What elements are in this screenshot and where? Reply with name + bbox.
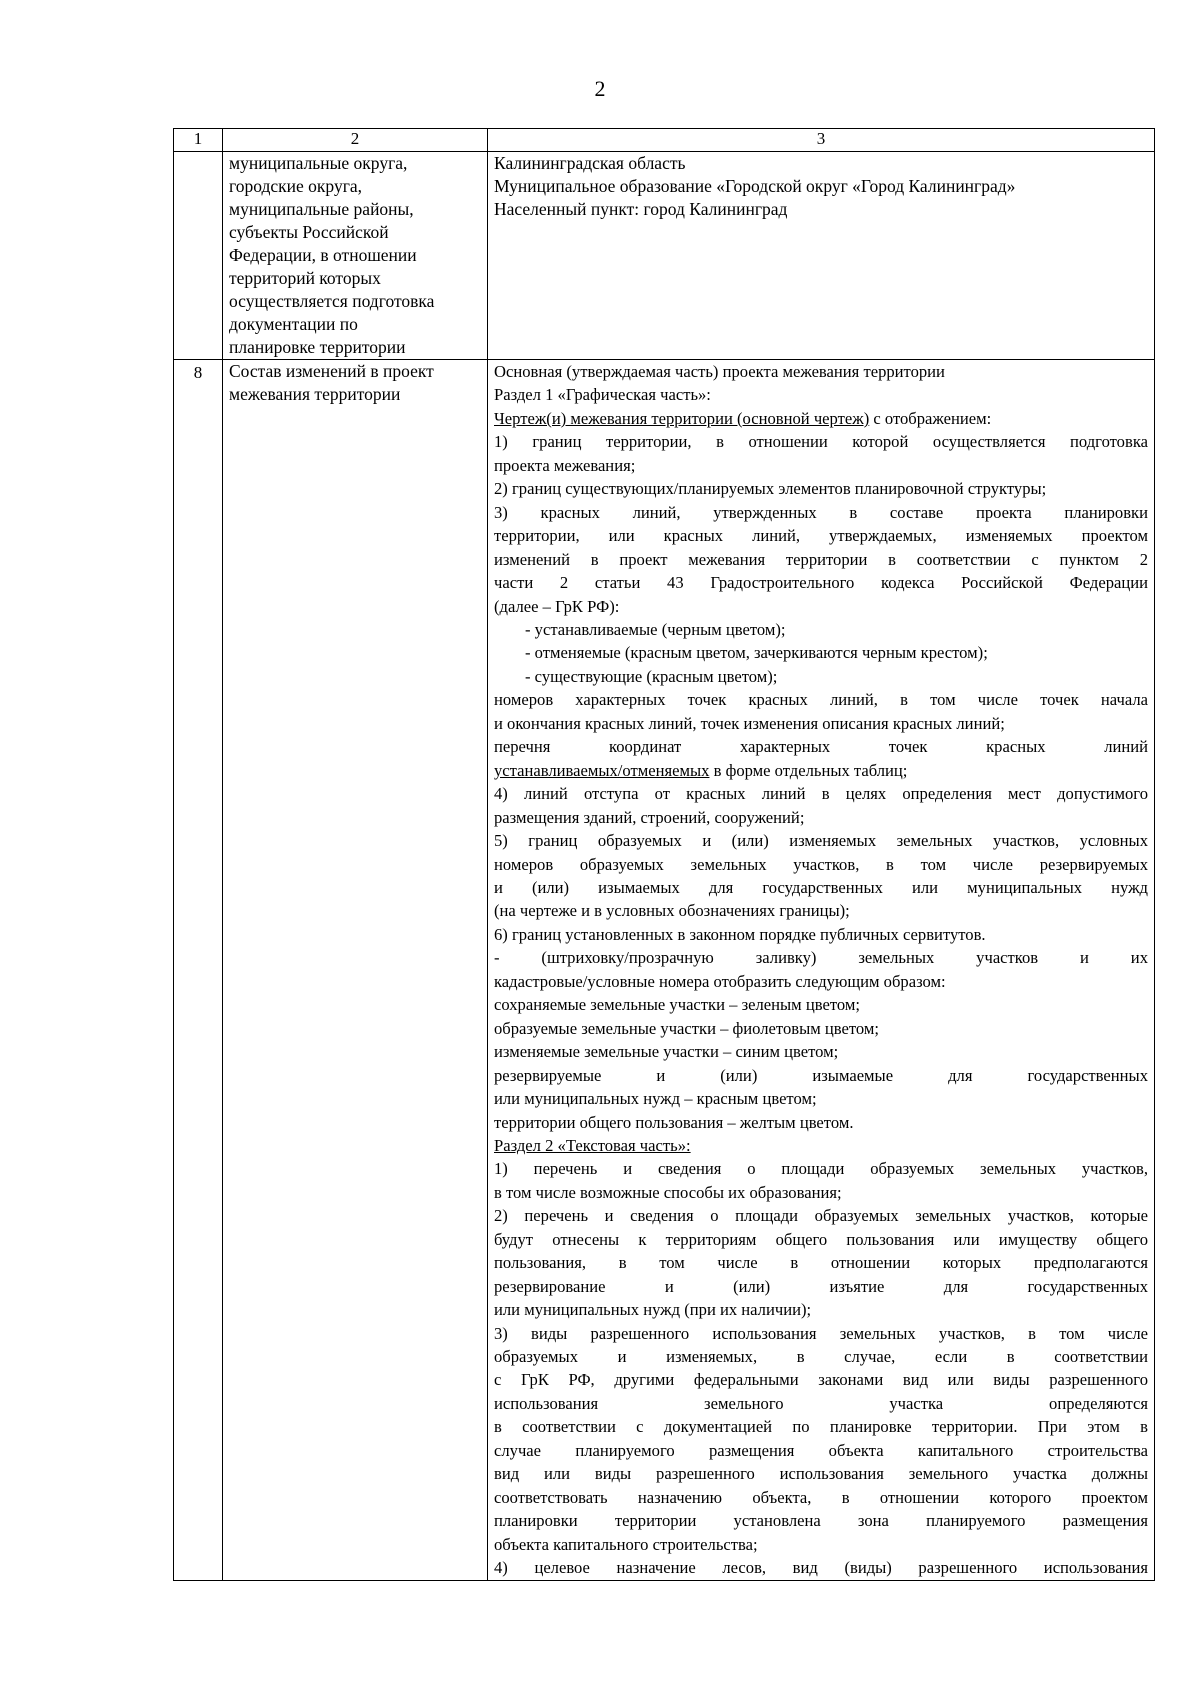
header-col-1: 1 <box>174 129 223 152</box>
text-line <box>494 946 1148 969</box>
text-line <box>494 759 1148 782</box>
text-line-main: образуемые земельные участки – фиолетовым цветом; <box>494 1018 879 1038</box>
text-line <box>494 1040 1148 1063</box>
text-line-main: 1) перечень и сведения о площади образуемых земельных участков, <box>494 1159 1148 1179</box>
text-line <box>494 1439 1148 1462</box>
text-line-main: соответствовать назначению объекта, в отношении которого проектом <box>494 1487 1148 1507</box>
row-value-line: Калининградская область <box>494 153 686 173</box>
text-line <box>494 360 1148 383</box>
text-line-main: изменяемые земельные участки – синим цветом; <box>494 1042 839 1062</box>
text-line <box>494 1017 1148 1040</box>
row-name-line: территорий которых <box>229 268 381 288</box>
table-row-territory <box>174 152 1155 360</box>
row-name-line: муниципальные округа, <box>229 153 408 173</box>
text-line-main: в соответствии с документацией по планировке территории. При этом в <box>494 1417 1148 1437</box>
text-line <box>494 1345 1148 1368</box>
text-line-main: 3) красных линий, утвержденных в составе проекта планировки <box>494 502 1148 522</box>
text-line-main: или муниципальных нужд – красным цветом; <box>494 1089 817 1109</box>
text-line <box>494 735 1148 758</box>
row-value-line: Муниципальное образование «Городской округ «Город Калининград» <box>494 176 1016 196</box>
text-line <box>494 1157 1148 1180</box>
text-line-main: 3) виды разрешенного использования земельных участков, в том числе <box>494 1323 1148 1343</box>
text-line-main: проекта межевания; <box>494 455 636 475</box>
text-line <box>494 641 1148 664</box>
text-line <box>494 1134 1148 1157</box>
row-name-line: планировке территории <box>229 337 406 357</box>
text-line <box>494 1111 1148 1134</box>
text-line-main: номеров образуемых земельных участков, в том числе резервируемых <box>494 854 1148 874</box>
row-value-cell <box>488 152 1155 360</box>
text-line <box>494 923 1148 946</box>
text-line <box>494 712 1148 735</box>
text-line-main: сохраняемые земельные участки – зеленым цветом; <box>494 995 860 1015</box>
text-line <box>494 1415 1148 1438</box>
text-line-main: 6) границ установленных в законном порядке публичных сервитутов. <box>494 924 986 944</box>
row-name-line: документации по <box>229 314 358 334</box>
text-line-main: Основная (утверждаемая часть) проекта межевания территории <box>494 362 945 381</box>
page-number: 2 <box>594 76 606 101</box>
text-line-main: - устанавливаемые (черным цветом); <box>525 619 786 639</box>
text-line-main: 5) границ образуемых и (или) изменяемых земельных участков, условных <box>494 831 1148 851</box>
text-line <box>494 806 1148 829</box>
text-line-main: Раздел 2 «Текстовая часть»: <box>494 1135 691 1155</box>
text-line-main: - (штриховку/прозрачную заливку) земельных участков и их <box>494 948 1148 968</box>
row-value-line: Населенный пункт: город Калининград <box>494 199 788 219</box>
text-line <box>494 1064 1148 1087</box>
text-line <box>494 1251 1148 1274</box>
text-line <box>494 829 1148 852</box>
text-line-main: планировки территории установлена зона планируемого размещения <box>494 1511 1148 1531</box>
text-line <box>494 1392 1148 1415</box>
text-line-main: резервирование и (или) изъятие для государственных <box>494 1276 1148 1296</box>
text-line <box>494 571 1148 594</box>
text-line-main: случае планируемого размещения объекта капитального строительства <box>494 1440 1148 1460</box>
text-line <box>494 383 1148 406</box>
text-line-main: использования земельного участка определяются <box>494 1393 1148 1413</box>
text-line <box>494 1298 1148 1321</box>
row-name-line: межевания территории <box>229 384 401 404</box>
text-line <box>494 618 1148 641</box>
text-line <box>494 1368 1148 1391</box>
text-line <box>494 876 1148 899</box>
text-line-main: пользования, в том числе в отношении которых предполагаются <box>494 1253 1148 1273</box>
text-line-main: с ГрК РФ, другими федеральными законами вид или виды разрешенного <box>494 1370 1148 1390</box>
row-name-line: осуществляется подготовка <box>229 291 435 311</box>
text-line <box>494 853 1148 876</box>
text-line <box>494 454 1148 477</box>
text-line-main: 4) целевое назначение лесов, вид (виды) разрешенного использования <box>494 1558 1148 1578</box>
text-line-main: кадастровые/условные номера отобразить следующим образом: <box>494 971 946 991</box>
text-line-main: изменений в проект межевания территории в соответствии с пунктом 2 <box>494 549 1148 569</box>
text-line-main: и (или) изымаемых для государственных или муниципальных нужд <box>494 877 1148 897</box>
text-line-main: объекта капитального строительства; <box>494 1534 758 1554</box>
text-line <box>494 501 1148 524</box>
text-line <box>494 688 1148 711</box>
text-line-main: 2) перечень и сведения о площади образуемых земельных участков, которые <box>494 1206 1148 1226</box>
text-line <box>494 1087 1148 1110</box>
text-line <box>494 430 1148 453</box>
text-line-main: вид или виды разрешенного использования земельного участка должны <box>494 1464 1148 1484</box>
text-line <box>494 782 1148 805</box>
row-name-line: городские округа, <box>229 176 363 196</box>
text-line <box>494 524 1148 547</box>
text-line <box>494 899 1148 922</box>
text-line <box>494 477 1148 500</box>
row-name-line: Состав изменений в проект <box>229 361 434 381</box>
text-line-main: 4) линий отступа от красных линий в целях определения мест допустимого <box>494 784 1148 804</box>
text-line-main: (на чертеже и в условных обозначениях границы); <box>494 901 850 921</box>
table-header-row <box>174 129 1155 152</box>
text-line-main: части 2 статьи 43 Градостроительного кодекса Российской Федерации <box>494 573 1148 593</box>
text-line <box>494 548 1148 571</box>
text-line-tail: в форме отдельных таблиц; <box>709 760 908 780</box>
text-line-main: номеров характерных точек красных линий, в том числе точек начала <box>494 690 1148 710</box>
text-line <box>494 595 1148 618</box>
text-line <box>494 1275 1148 1298</box>
text-line <box>494 970 1148 993</box>
text-line <box>494 1322 1148 1345</box>
text-line-main: (далее – ГрК РФ): <box>494 596 620 616</box>
text-line <box>494 993 1148 1016</box>
table-row-composition <box>174 360 1155 1581</box>
text-line <box>494 1556 1148 1579</box>
document-table <box>173 128 1155 1581</box>
text-line <box>494 665 1148 688</box>
text-line <box>494 1462 1148 1485</box>
text-line-main: 2) границ существующих/планируемых элементов планировочной структуры; <box>494 479 1047 499</box>
header-col-2: 2 <box>223 129 488 152</box>
row-name-cell <box>223 360 488 1581</box>
text-line-main: в том числе возможные способы их образования; <box>494 1182 842 1202</box>
text-line-main: Чертеж(и) межевания территории (основной чертеж) <box>494 408 870 428</box>
text-line-main: или муниципальных нужд (при их наличии); <box>494 1300 812 1320</box>
text-line-main: - отменяемые (красным цветом, зачеркиваются черным крестом); <box>525 643 988 663</box>
text-line <box>494 1228 1148 1251</box>
text-line-main: территории, или красных линий, утверждаемых, изменяемых проектом <box>494 526 1148 546</box>
text-line-main: и окончания красных линий, точек изменения описания красных линий; <box>494 713 1005 733</box>
row-number <box>174 152 223 360</box>
row-number: 8 <box>174 360 223 1581</box>
text-line-main: размещения зданий, строений, сооружений; <box>494 807 805 827</box>
text-line-main: будут отнесены к территориям общего пользования или имуществу общего <box>494 1229 1148 1249</box>
text-line-main: устанавливаемых/отменяемых <box>494 760 710 780</box>
text-line-main: территории общего пользования – желтым цветом. <box>494 1112 854 1132</box>
text-line-main: резервируемые и (или) изымаемые для государственных <box>494 1065 1148 1085</box>
row-name-cell <box>223 152 488 360</box>
row-name-line: субъекты Российской <box>229 222 389 242</box>
text-line-main: образуемых и изменяемых, в случае, если в соответствии <box>494 1347 1148 1367</box>
text-line <box>494 407 1148 430</box>
text-line <box>494 1533 1148 1556</box>
text-line <box>494 1204 1148 1227</box>
text-line <box>494 1509 1148 1532</box>
row-name-line: муниципальные районы, <box>229 199 414 219</box>
text-line-tail: с отображением: <box>869 408 992 428</box>
text-line-main: Раздел 1 «Графическая часть»: <box>494 385 711 405</box>
text-line-main: перечня координат характерных точек красных линий <box>494 737 1148 757</box>
row-name-line: Федерации, в отношении <box>229 245 417 265</box>
text-line-main: 1) границ территории, в отношении которой осуществляется подготовка <box>494 432 1148 452</box>
header-col-3: 3 <box>488 129 1155 152</box>
composition-content-cell <box>488 360 1155 1581</box>
text-line-main: - существующие (красным цветом); <box>525 666 778 686</box>
text-line <box>494 1181 1148 1204</box>
text-line <box>494 1486 1148 1509</box>
